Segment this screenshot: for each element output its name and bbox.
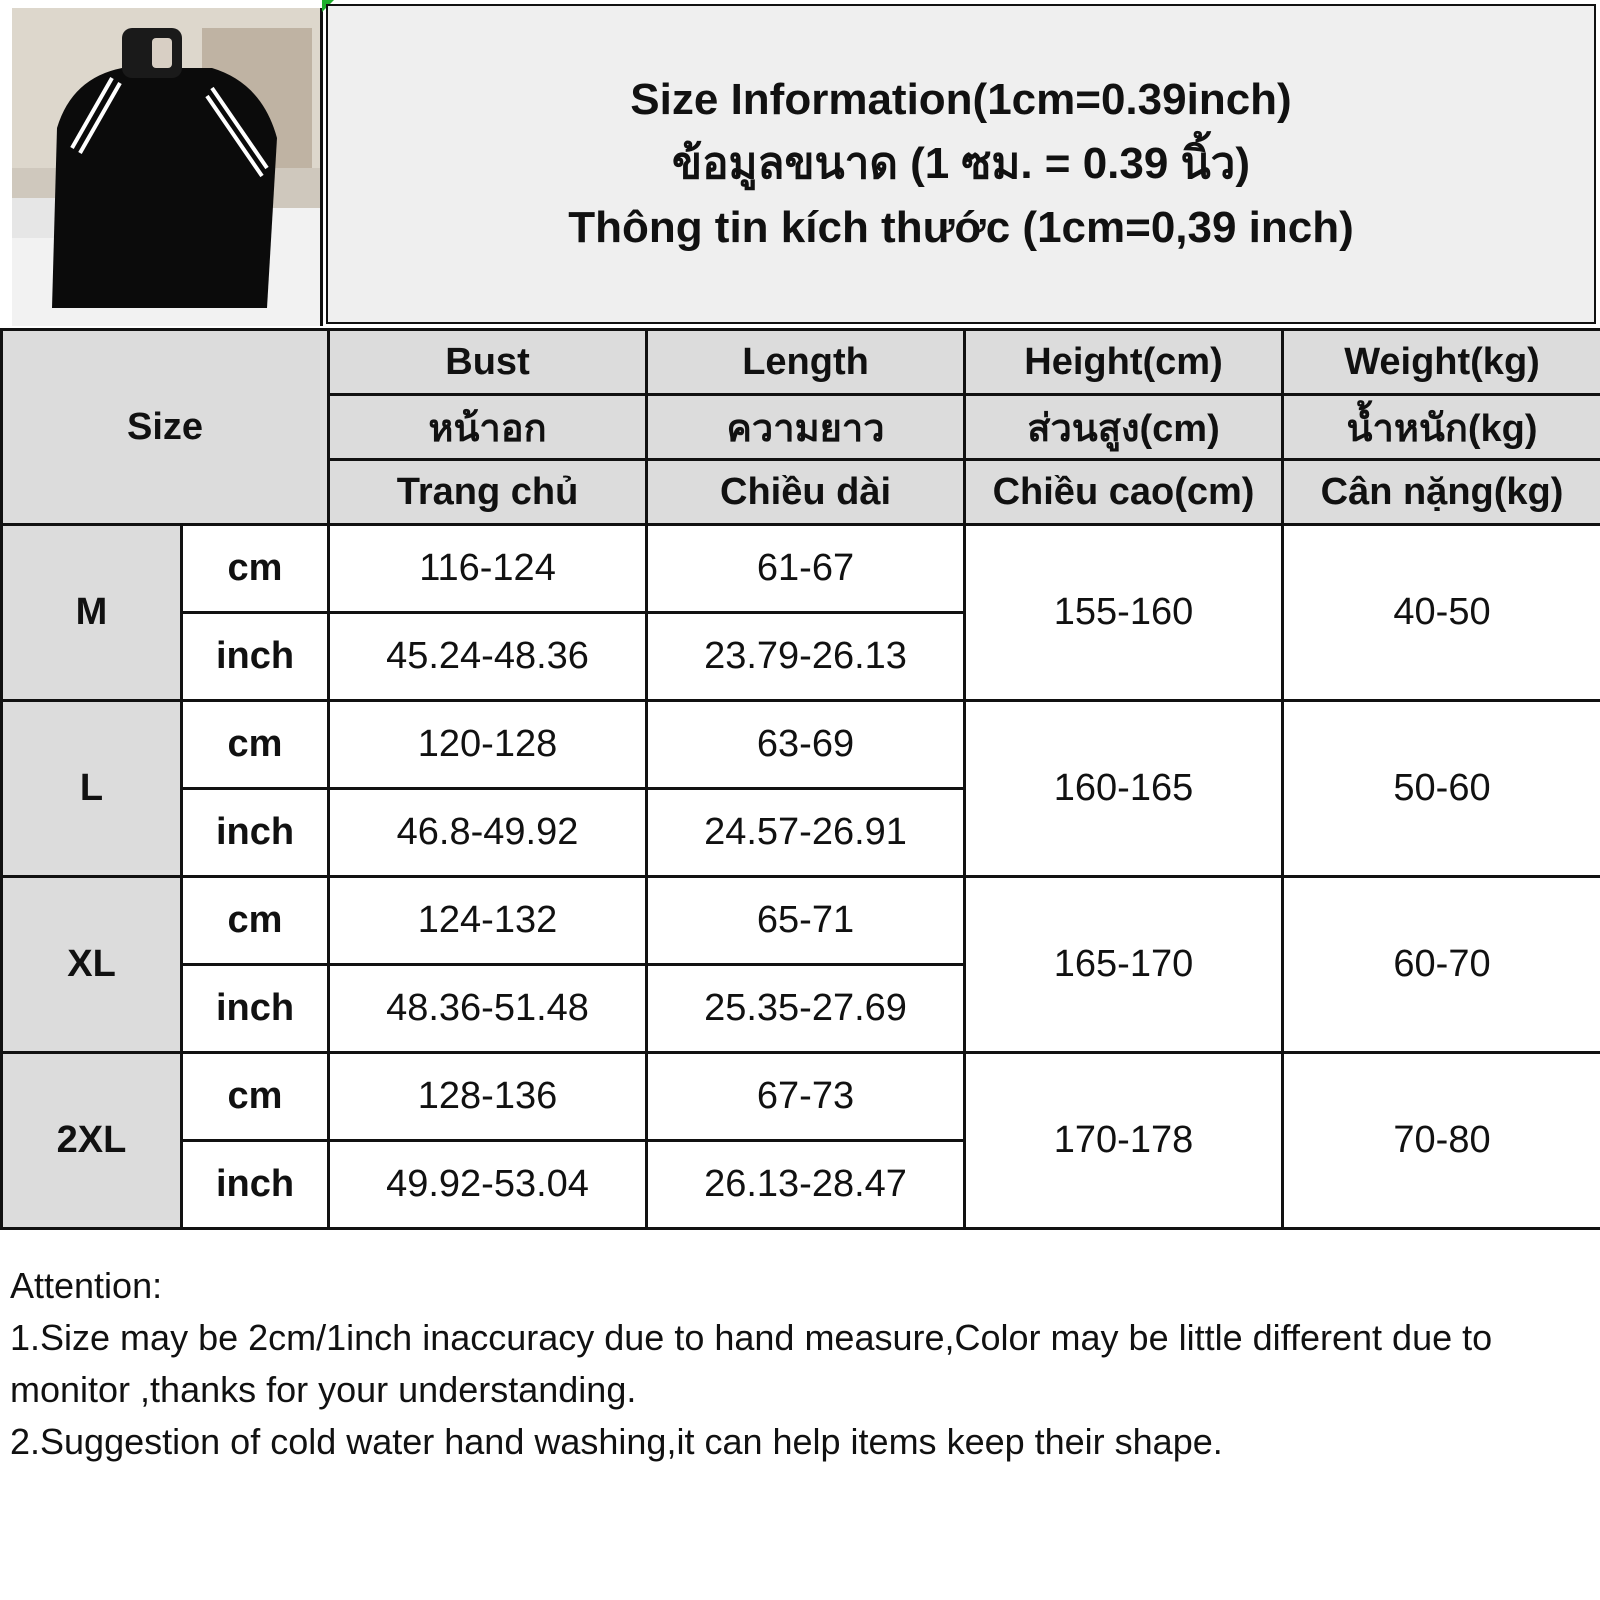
header-bust-en: Bust — [329, 330, 647, 395]
bust-cm: 116-124 — [329, 525, 647, 613]
height-range: 155-160 — [965, 525, 1283, 701]
header-section — [0, 0, 1600, 328]
table-row — [2, 877, 1600, 965]
size-label-m: M — [2, 525, 182, 701]
length-inch: 24.57-26.91 — [647, 789, 965, 877]
size-table — [0, 328, 1600, 1230]
bust-cm: 128-136 — [329, 1053, 647, 1141]
unit-inch: inch — [182, 965, 329, 1053]
unit-inch: inch — [182, 1141, 329, 1229]
header-weight-th: น้ำหนัก(kg) — [1283, 395, 1600, 460]
size-label-l: L — [2, 701, 182, 877]
weight-range: 40-50 — [1283, 525, 1600, 701]
size-column-header: Size — [2, 330, 329, 525]
table-row — [2, 525, 1600, 613]
unit-inch: inch — [182, 613, 329, 701]
weight-range: 60-70 — [1283, 877, 1600, 1053]
table-row — [2, 701, 1600, 789]
bust-inch: 46.8-49.92 — [329, 789, 647, 877]
size-label-xl: XL — [2, 877, 182, 1053]
length-cm: 67-73 — [647, 1053, 965, 1141]
length-inch: 26.13-28.47 — [647, 1141, 965, 1229]
bust-cm: 120-128 — [329, 701, 647, 789]
bust-inch: 49.92-53.04 — [329, 1141, 647, 1229]
length-inch: 23.79-26.13 — [647, 613, 965, 701]
model-photo-illustration — [12, 8, 320, 326]
header-length-vi: Chiều dài — [647, 460, 965, 525]
title-english: Size Information(1cm=0.39inch) — [630, 75, 1292, 124]
header-height-en: Height(cm) — [965, 330, 1283, 395]
length-cm: 65-71 — [647, 877, 965, 965]
attention-notes — [0, 1252, 1600, 1600]
unit-cm: cm — [182, 877, 329, 965]
header-length-en: Length — [647, 330, 965, 395]
header-bust-vi: Trang chủ — [329, 460, 647, 525]
unit-cm: cm — [182, 525, 329, 613]
bust-cm: 124-132 — [329, 877, 647, 965]
unit-cm: cm — [182, 701, 329, 789]
size-label-2xl: 2XL — [2, 1053, 182, 1229]
title-vietnamese: Thông tin kích thước (1cm=0,39 inch) — [568, 203, 1354, 252]
height-range: 160-165 — [965, 701, 1283, 877]
table-row — [2, 1053, 1600, 1141]
height-range: 170-178 — [965, 1053, 1283, 1229]
unit-inch: inch — [182, 789, 329, 877]
header-weight-en: Weight(kg) — [1283, 330, 1600, 395]
weight-range: 70-80 — [1283, 1053, 1600, 1229]
title-thai: ข้อมูลขนาด (1 ซม. = 0.39 นิ้ว) — [671, 139, 1250, 188]
bust-inch: 48.36-51.48 — [329, 965, 647, 1053]
note-line-1: 1.Size may be 2cm/1inch inaccuracy due to hand measure,Color may be little different due to monitor ,thanks for your understanding. — [10, 1317, 1493, 1410]
unit-cm: cm — [182, 1053, 329, 1141]
length-inch: 25.35-27.69 — [647, 965, 965, 1053]
bust-inch: 45.24-48.36 — [329, 613, 647, 701]
title-box — [326, 4, 1596, 324]
length-cm: 63-69 — [647, 701, 965, 789]
header-bust-th: หน้าอก — [329, 395, 647, 460]
weight-range: 50-60 — [1283, 701, 1600, 877]
header-height-th: ส่วนสูง(cm) — [965, 395, 1283, 460]
header-length-th: ความยาว — [647, 395, 965, 460]
product-photo — [12, 8, 323, 326]
header-height-vi: Chiều cao(cm) — [965, 460, 1283, 525]
note-line-2: 2.Suggestion of cold water hand washing,it can help items keep their shape. — [10, 1421, 1223, 1462]
length-cm: 61-67 — [647, 525, 965, 613]
height-range: 165-170 — [965, 877, 1283, 1053]
header-weight-vi: Cân nặng(kg) — [1283, 460, 1600, 525]
notes-heading: Attention: — [10, 1265, 163, 1306]
